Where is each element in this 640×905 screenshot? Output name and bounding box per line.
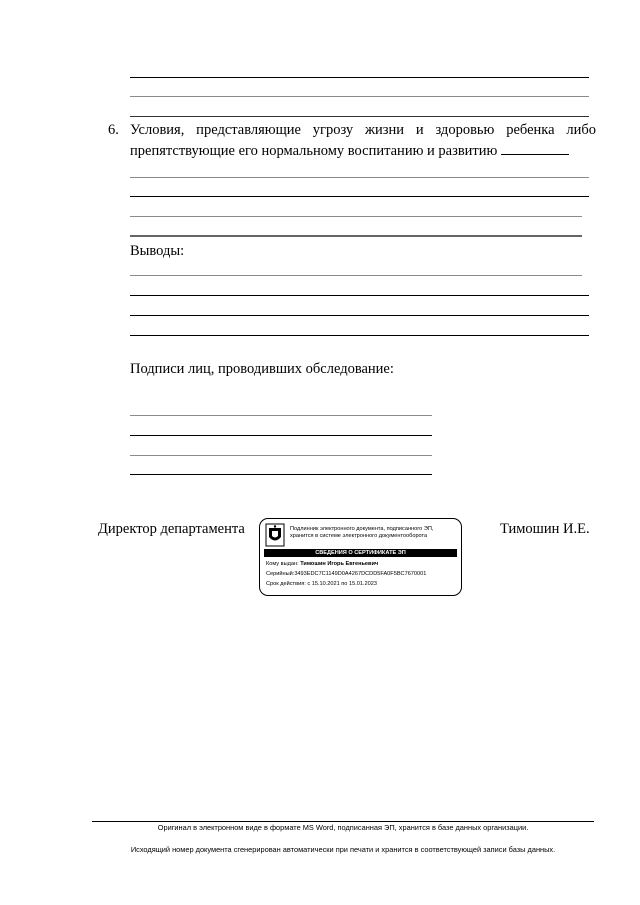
- item-6-text-line2-content: препятствующие его нормальному воспитанию и развитию: [130, 143, 498, 159]
- signature-line: [130, 455, 432, 456]
- signature-line: [130, 435, 432, 436]
- answer-line: [130, 216, 582, 217]
- item-6-text-line2: [130, 140, 569, 161]
- item-number: 6.: [108, 122, 119, 138]
- signature-line: [130, 474, 432, 475]
- validity-value: с 15.10.2021 по 15.01.2023: [307, 581, 377, 587]
- answer-line: [130, 96, 589, 97]
- answer-line: [130, 77, 589, 78]
- validity-label: Срок действия:: [266, 581, 306, 587]
- footer-divider: [92, 821, 594, 822]
- answer-line: [130, 196, 589, 197]
- stamp-note: Подлинник электронного документа, подписанного ЭП, хранится в системе электронного документооборота: [290, 526, 434, 539]
- answer-line: [130, 235, 582, 237]
- e-signature-stamp: [259, 518, 462, 596]
- coat-of-arms-icon: [265, 523, 285, 547]
- footer-note-2: Исходящий номер документа сгенерирован автоматически при печати и хранится в соответствующей записи базы данных.: [130, 845, 556, 854]
- answer-line: [130, 315, 589, 316]
- serial-value: 3493EDC7C1149D0A4267DCDD5FA0F5BC7670001: [294, 571, 427, 577]
- stamp-serial-row: [266, 571, 426, 578]
- answer-line: [130, 295, 589, 296]
- director-name: Тимошин И.Е.: [500, 521, 590, 537]
- answer-line: [130, 275, 582, 276]
- fill-blank: [501, 140, 569, 155]
- certificate-header: СВЕДЕНИЯ О СЕРТИФИКАТЕ ЭП: [264, 549, 457, 557]
- signatures-label: Подписи лиц, проводивших обследование:: [130, 361, 394, 377]
- stamp-owner-row: [266, 561, 378, 568]
- conclusions-label: Выводы:: [130, 243, 185, 259]
- owner-label: Кому выдан:: [266, 561, 299, 567]
- footer-note-1: Оригинал в электронном виде в формате MS Word, подписанная ЭП, хранится в базе данных организации.: [157, 823, 529, 832]
- stamp-validity-row: [266, 581, 377, 588]
- answer-line: [130, 116, 589, 117]
- owner-value: Тимошин Игорь Евгеньевич: [300, 561, 379, 567]
- answer-line: [130, 177, 589, 178]
- director-position: Директор департамента: [98, 521, 245, 537]
- item-6-text-line1: Условия, представляющие угрозу жизни и здоровью ребенка либо: [130, 122, 596, 138]
- serial-label: Серийный:: [266, 571, 295, 577]
- signature-line: [130, 415, 432, 416]
- answer-line: [130, 335, 589, 336]
